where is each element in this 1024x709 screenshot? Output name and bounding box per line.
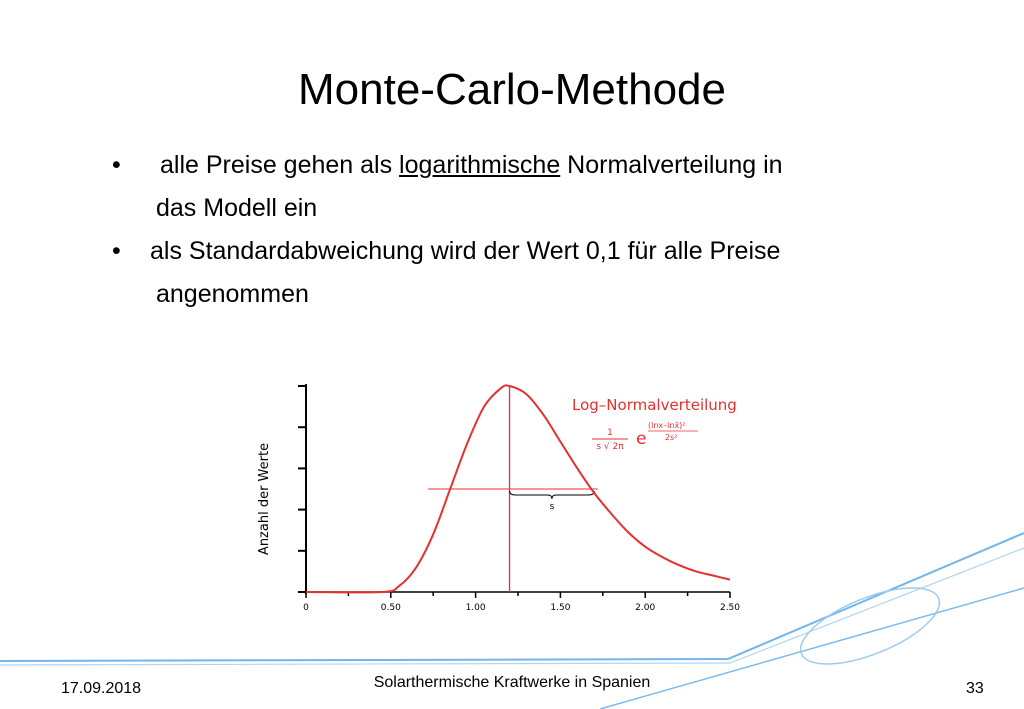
lognormal-chart (240, 372, 760, 622)
x-tick-label: 1.50 (550, 603, 571, 613)
s-label: s (549, 502, 555, 512)
formula-exponent-num: (lnx–lnx̄)² (648, 421, 686, 430)
footer-title: Solarthermische Kraftwerke in Spanien (373, 674, 651, 691)
bullet-line: angenommen (156, 280, 309, 308)
formula-base: e (636, 429, 647, 449)
bullet-dot: • (112, 237, 121, 265)
bullet-line: das Modell ein (156, 194, 318, 222)
chart-title: Log–Normalverteilung (572, 396, 737, 414)
x-tick-label: 2.50 (719, 603, 741, 613)
bullet-line: als Standardabweichung wird der Wert 0,1 für alle Preise (150, 237, 781, 265)
formula-exponent-den: 2s² (665, 433, 678, 442)
y-axis-label: Anzahl der Werte (257, 442, 272, 556)
x-tick-label: 0.50 (380, 603, 401, 613)
y-axis-ticks (298, 386, 306, 592)
bullet-dot: • (112, 151, 121, 179)
swoosh-ellipse (791, 572, 949, 679)
page-number: 33 (966, 680, 984, 697)
bullet-line: alle Preise gehen als logarithmische Normalverteilung in (160, 151, 783, 179)
formula (592, 421, 698, 452)
bullet-item (112, 144, 972, 230)
x-tick-label: 2.00 (635, 603, 656, 613)
x-axis-ticks (303, 592, 740, 613)
formula-denominator: s √ 2π (596, 442, 624, 452)
s-brace (510, 491, 595, 499)
formula-numerator: 1 (607, 428, 613, 438)
underlined-word: logarithmische (399, 151, 561, 179)
x-tick-label: 1.00 (465, 603, 486, 613)
bullet-list (112, 144, 972, 316)
bullet-item (112, 230, 972, 316)
footer-date: 17.09.2018 (61, 680, 142, 697)
x-tick-label: 0 (303, 603, 309, 613)
slide-title: Monte-Carlo-Methode (298, 65, 726, 114)
